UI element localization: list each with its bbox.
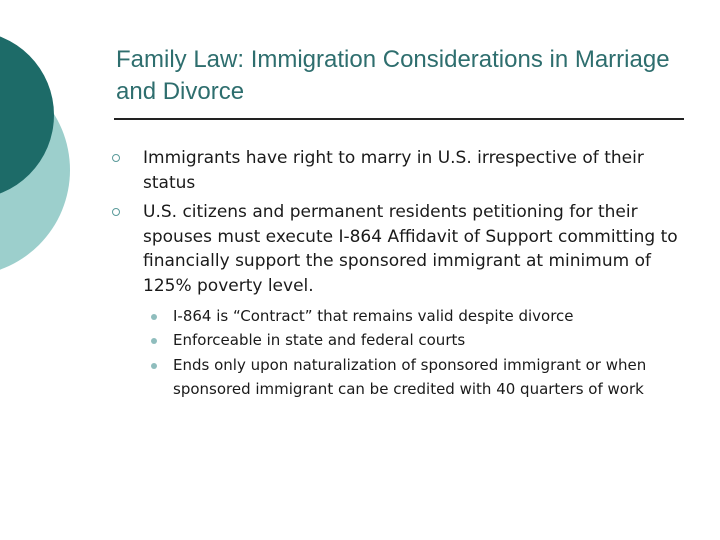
bullet-text: U.S. citizens and permanent residents petitioning for their spouses must execute I-864 Affidavit of Support committing to financially support the sponsored immigrant at minimum of 125% poverty level. (143, 202, 678, 296)
sub-bullet-text: Enforceable in state and federal courts (173, 331, 466, 350)
sub-bullet-list (112, 304, 692, 401)
sub-bullet-item (112, 328, 692, 352)
slide-body (112, 146, 692, 401)
filled-dot-bullet-icon (151, 314, 157, 320)
bullet-item (112, 146, 692, 195)
sub-bullet-text: Ends only upon naturalization of sponsored immigrant or when sponsored immigrant can be credited with 40 quarters of work (173, 355, 647, 398)
sub-bullet-item (112, 353, 692, 402)
hollow-circle-bullet-icon (112, 154, 120, 162)
sub-bullet-text: I-864 is “Contract” that remains valid despite divorce (173, 307, 574, 325)
bullet-item (112, 200, 692, 298)
filled-dot-bullet-icon (151, 363, 157, 369)
hollow-circle-bullet-icon (112, 208, 120, 216)
slide-title: Family Law: Immigration Considerations in Marriage and Divorce (116, 46, 670, 105)
decorative-circles (0, 0, 120, 300)
filled-dot-bullet-icon (151, 338, 157, 344)
title-divider (114, 118, 684, 120)
bullet-text: Immigrants have right to marry in U.S. irrespective of their status (143, 148, 644, 193)
sub-bullet-item (112, 304, 692, 328)
